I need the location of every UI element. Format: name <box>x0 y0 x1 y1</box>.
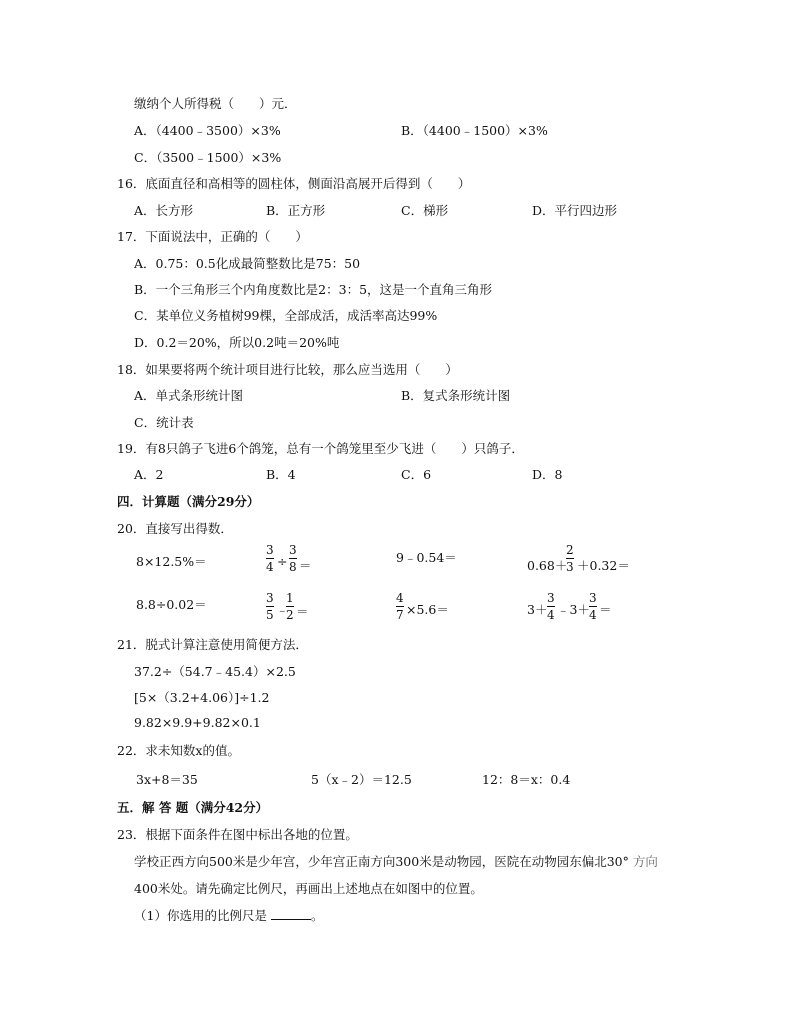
q21-stem: 21．脱式计算注意使用简便方法． <box>117 637 308 652</box>
q20-expr-8-pre: 3＋ <box>527 602 548 617</box>
q18-option-b: B．复式条形统计图 <box>401 388 511 403</box>
q20-expr-8-frac-2 <box>589 592 597 621</box>
numerator: 3 <box>266 543 274 557</box>
denominator: 5 <box>266 608 274 622</box>
q20-expr-6-frac-2 <box>286 592 294 621</box>
section-5-title: 五．解 答 题（满分42分） <box>117 800 269 815</box>
denominator: 4 <box>547 608 555 622</box>
q17-option-c: C．某单位义务植树99棵，全部成活，成活率高达99% <box>134 308 438 323</box>
denominator: 4 <box>266 560 274 574</box>
q20-expr-8-frac-1 <box>547 592 555 621</box>
q17-option-d: D．0.2＝20%，所以0.2吨＝20%吨 <box>134 335 340 350</box>
q23-stem: 23．根据下面条件在图中标出各地的位置。 <box>117 827 358 842</box>
q23-sub-1-label: （1）你选用的比例尺是 <box>134 908 267 923</box>
q19-option-a: A．2 <box>134 467 164 482</box>
denominator: 8 <box>289 560 297 574</box>
q15-option-b: B．（4400﹣1500）×3% <box>401 123 548 138</box>
q15-option-c: C．（3500﹣1500）×3% <box>134 150 282 165</box>
q21-line-3: 9.82×9.9+9.82×0.1 <box>134 715 261 730</box>
q22-equation-2: 5（x﹣2）＝12.5 <box>311 772 412 787</box>
numerator: 3 <box>266 591 274 605</box>
q20-expr-8-mid: ﹣3＋ <box>557 602 590 617</box>
q20-expr-7-frac <box>396 592 404 621</box>
q21-line-1: 37.2÷（54.7﹣45.4）×2.5 <box>134 664 296 679</box>
q23-body-line-2: 400米处。请先确定比例尺，再画出上述地点在如图中的位置。 <box>134 881 483 896</box>
q22-equation-3: 12：8＝x：0.4 <box>482 772 571 787</box>
q21-line-2: [5×（3.2+4.06）]÷1.2 <box>134 690 270 705</box>
section-4-title: 四．计算题（满分29分） <box>117 494 260 509</box>
q23-answer-blank[interactable] <box>271 919 311 920</box>
numerator: 1 <box>286 591 294 605</box>
q20-expr-2-frac-1 <box>266 544 274 573</box>
q20-expr-6-equals: ＝ <box>296 604 309 619</box>
denominator: 4 <box>589 608 597 622</box>
q18-option-c: C．统计表 <box>134 415 194 430</box>
q20-expr-7-post: ×5.6＝ <box>406 602 449 617</box>
q16-option-a: A．长方形 <box>134 203 194 218</box>
q20-expr-6-operator: ﹣ <box>276 602 289 617</box>
numerator: 3 <box>289 543 297 557</box>
q23-body-text: 学校正西方向500米是少年宫，少年宫正南方向300米是动物园，医院在动物园东偏北30° <box>134 854 629 869</box>
q18-stem: 18．如果要将两个统计项目进行比较，那么应当选用（ ） <box>117 362 458 377</box>
q23-body-tail: 方向 <box>632 854 658 869</box>
denominator: 2 <box>286 608 294 622</box>
q16-stem: 16．底面直径和高相等的圆柱体，侧面沿高展开后得到（ ） <box>117 176 471 191</box>
numerator: 4 <box>396 591 404 605</box>
denominator: 3 <box>566 560 574 574</box>
q20-expr-3: 9﹣0.54＝ <box>396 550 457 565</box>
q15-option-a: A．（4400﹣3500）×3% <box>134 123 281 138</box>
q20-expr-8-equals: ＝ <box>599 602 612 617</box>
q19-stem: 19．有8只鸽子飞进6个鸽笼，总有一个鸽笼里至少飞进（ ）只鸽子． <box>117 441 524 456</box>
q19-option-c: C．6 <box>401 467 432 482</box>
q18-option-a: A．单式条形统计图 <box>134 388 244 403</box>
q22-equation-1: 3x+8＝35 <box>136 772 198 787</box>
q22-stem: 22．求未知数x的值。 <box>117 743 240 758</box>
q23-sub-question-1 <box>134 906 323 924</box>
q20-expr-4-pre: 0.68＋ <box>527 558 568 573</box>
q20-expr-2-operator: ÷ <box>277 554 288 569</box>
q17-option-a: A．0.75：0.5化成最简整数比是75：50 <box>134 256 361 271</box>
numerator: 2 <box>566 543 574 557</box>
q16-option-b: B．正方形 <box>266 203 326 218</box>
q23-sub-1-end: 。 <box>310 908 324 923</box>
q23-body-line-1 <box>134 852 658 870</box>
q20-expr-1: 8×12.5%＝ <box>136 554 207 569</box>
q20-expr-4-post: ＋0.32＝ <box>577 558 630 573</box>
q15-stem-tail: 缴纳个人所得税（ ）元． <box>134 96 297 111</box>
q16-option-d: D．平行四边形 <box>532 203 618 218</box>
q20-expr-2-frac-2 <box>289 544 297 573</box>
numerator: 3 <box>589 591 597 605</box>
q16-option-c: C．梯形 <box>401 203 449 218</box>
q20-expr-6-frac-1 <box>266 592 274 621</box>
q20-expr-5: 8.8÷0.02＝ <box>136 597 207 612</box>
q20-expr-4-frac <box>566 544 574 573</box>
numerator: 3 <box>547 591 555 605</box>
q17-stem: 17．下面说法中，正确的（ ） <box>117 229 308 244</box>
q19-option-d: D．8 <box>532 467 563 482</box>
denominator: 7 <box>396 608 404 622</box>
q17-option-b: B．一个三角形三个内角度数比是2：3：5，这是一个直角三角形 <box>134 282 493 297</box>
q20-stem: 20．直接写出得数． <box>117 521 233 536</box>
q20-expr-2-equals: ＝ <box>299 558 312 573</box>
q19-option-b: B．4 <box>266 467 296 482</box>
